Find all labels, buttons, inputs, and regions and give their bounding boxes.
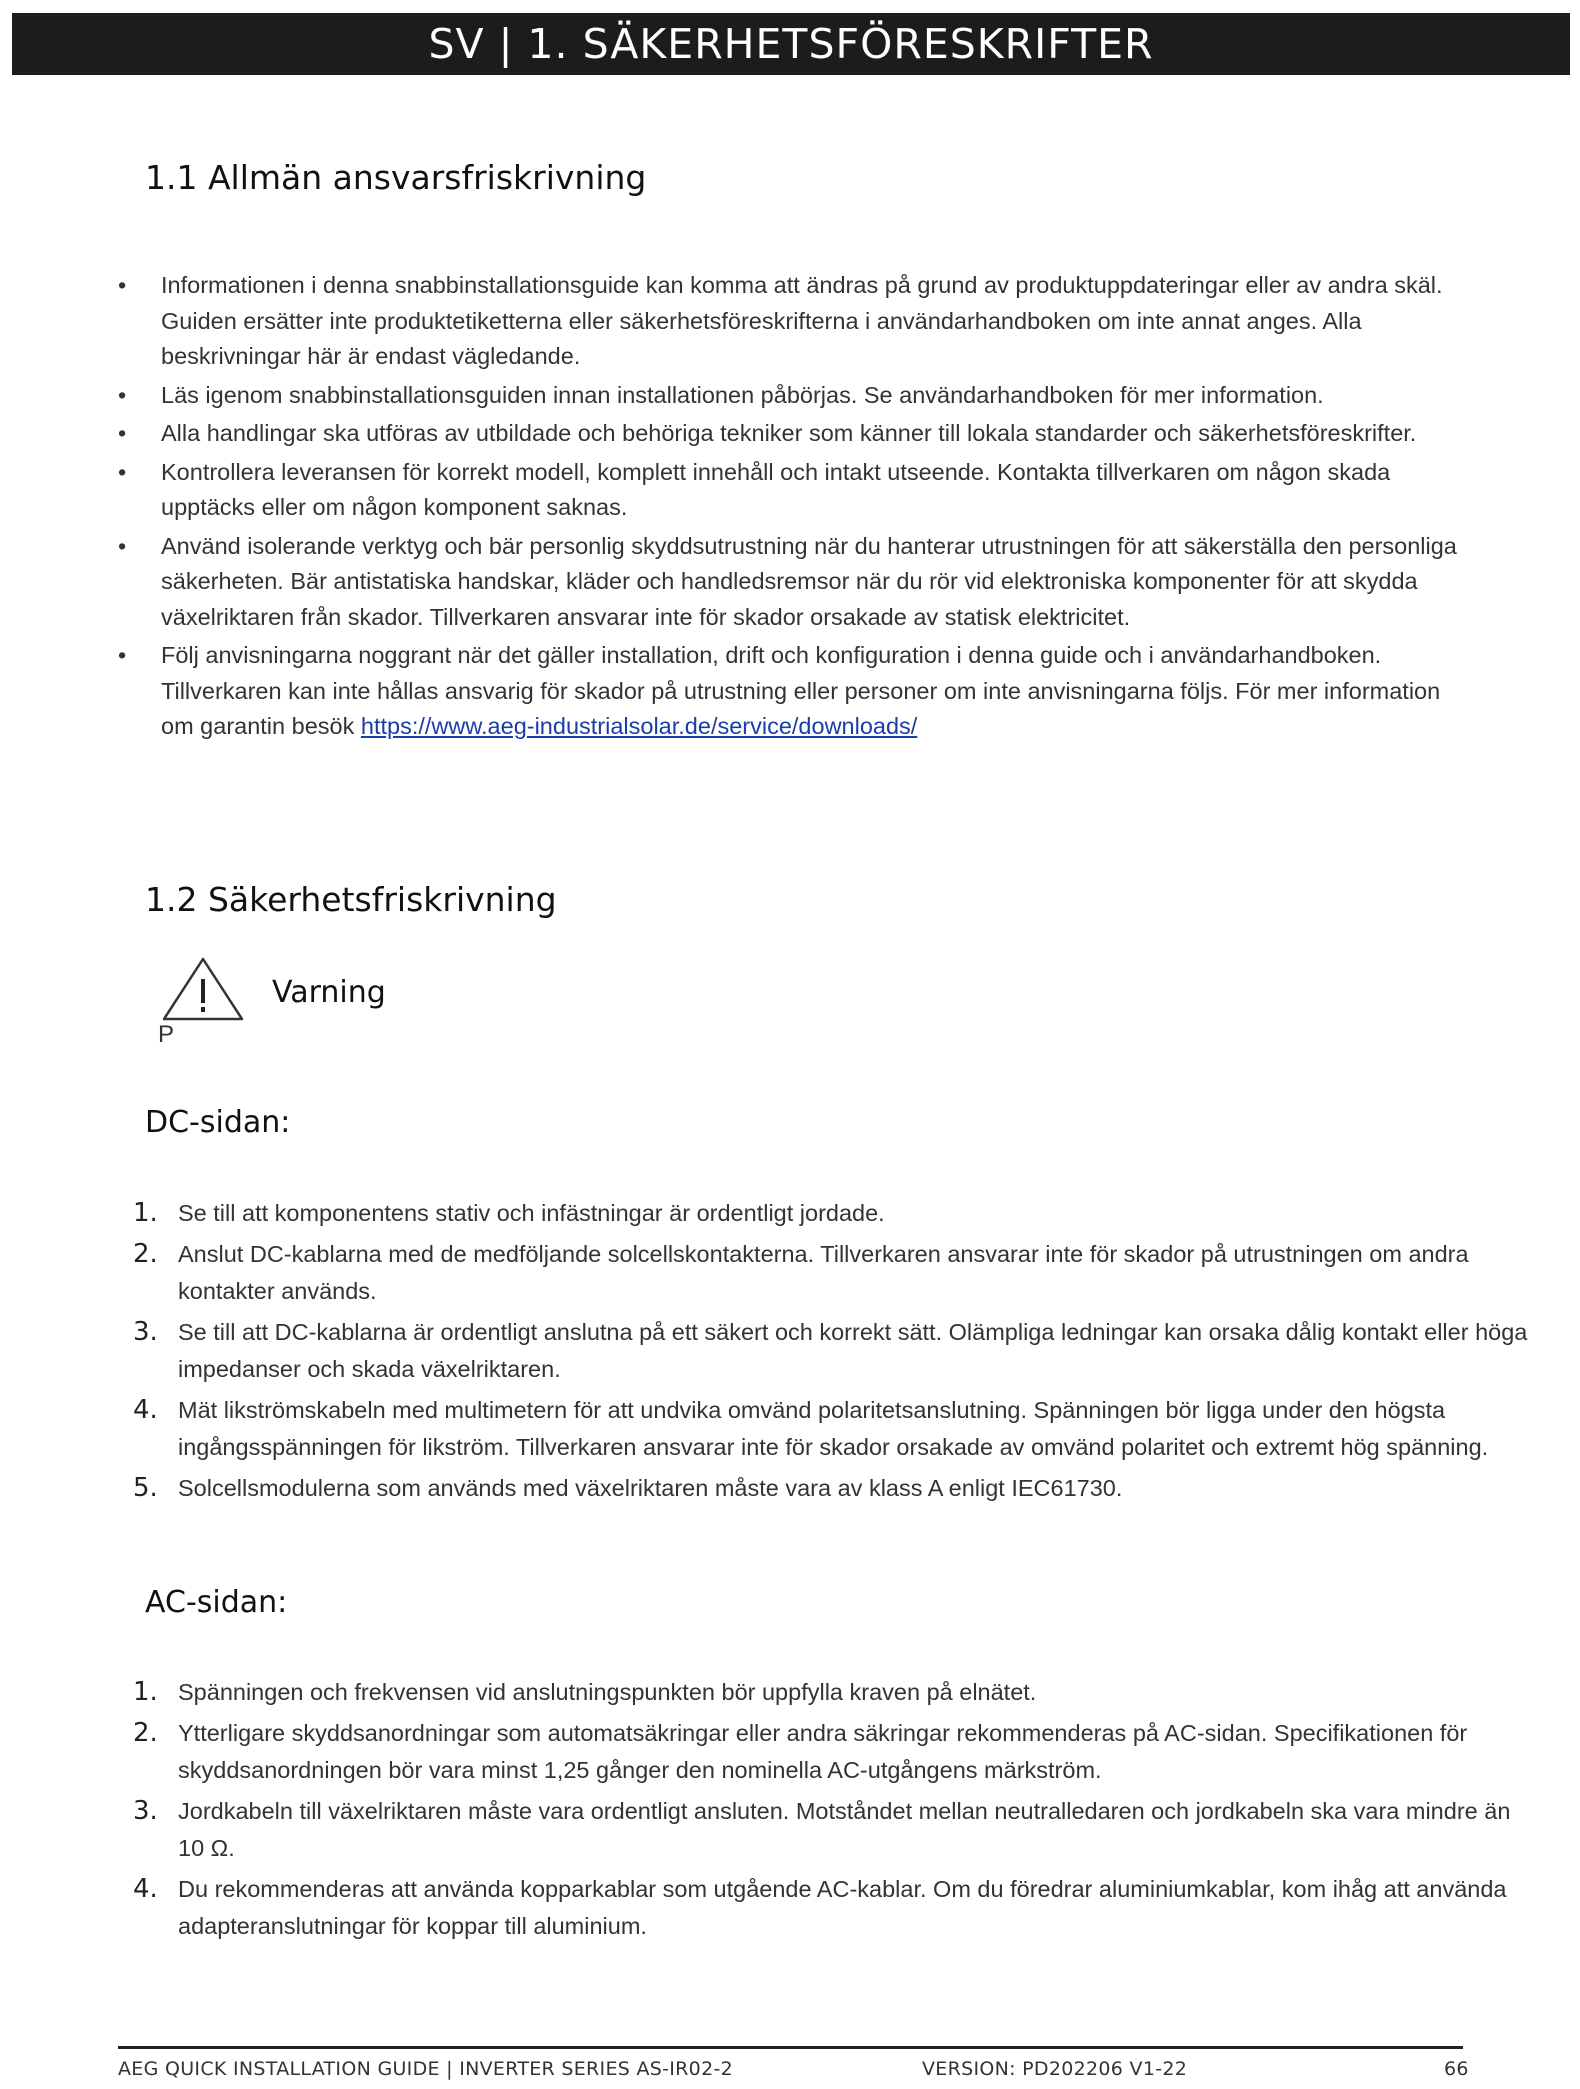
- list-item: [133, 1674, 1533, 1712]
- list-number: 4.: [133, 1873, 158, 1904]
- list-item-text: Se till att komponentens stativ och infästningar är ordentligt jordade.: [178, 1200, 885, 1226]
- list-item-text: Mät likströmskabeln med multimetern för att undvika omvänd polaritetsanslutning. Spänningen bör ligga under den högsta ingångsspänningen för likström. Tillverkaren ansvarar inte för skador orsakade av omvänd polaritet och extremt hög spänning.: [178, 1396, 1489, 1460]
- ac-side-list: [133, 1674, 1533, 1949]
- list-number: 2.: [133, 1238, 158, 1269]
- list-item: • Alla handlingar ska utföras av utbildade och behöriga tekniker som känner till lokala standarder och säkerhetsföreskrifter.: [118, 416, 1458, 452]
- list-item-text: Följ anvisningarna noggrant när det gäller installation, drift och konfiguration i denna guide och i användarhandboken. Tillverkaren kan inte hållas ansvarig för skador på utrustning eller personer om inte anvisningarna följs. För mer information om garantin besök: [161, 642, 1441, 739]
- list-item: • Använd isolerande verktyg och bär personlig skyddsutrustning när du hanterar utrustningen för att säkerställa den personliga säkerheten. Bär antistatiska handskar, kläder och handledsremsor när du rör vid elektroniska komponenter för att skydda växelriktaren från skador. Tillverkaren ansvarar inte för skador orsakade av statisk elektricitet.: [118, 529, 1458, 636]
- section-heading-general-disclaimer: 1.1 Allmän ansvarsfriskrivning: [145, 158, 647, 197]
- warning-triangle-icon: [158, 955, 248, 1025]
- footer-guide-title: AEG QUICK INSTALLATION GUIDE | INVERTER SERIES AS-IR02-2: [118, 2058, 734, 2080]
- warning-stray-letter: P: [158, 1021, 175, 1048]
- dc-side-list: [133, 1195, 1533, 1510]
- list-item: [133, 1195, 1533, 1233]
- list-item: [133, 1314, 1533, 1389]
- list-number: 5.: [133, 1472, 158, 1503]
- general-disclaimer-list: [118, 268, 1458, 748]
- list-number: 3.: [133, 1316, 158, 1347]
- warning-title: Varning: [272, 975, 386, 1010]
- list-number: 1.: [133, 1677, 158, 1707]
- list-item-text: Du rekommenderas att använda kopparkablar som utgående AC-kablar. Om du föredrar aluminiumkablar, kom ihåg att använda adapteranslutningar för koppar till aluminium.: [178, 1875, 1507, 1939]
- list-item-text: Se till att DC-kablarna är ordentligt anslutna på ett säkert och korrekt sätt. Olämpliga ledningar kan orsaka dålig kontakt eller höga impedanser och skada växelriktaren.: [178, 1318, 1528, 1382]
- list-item-text: Spänningen och frekvensen vid anslutningspunkten bör uppfylla kraven på elnätet.: [178, 1679, 1037, 1705]
- list-item: [133, 1871, 1533, 1946]
- page-header-title: SV | 1. SÄKERHETSFÖRESKRIFTER: [428, 20, 1154, 68]
- warranty-downloads-link[interactable]: https://www.aeg-industrialsolar.de/service/downloads/: [360, 713, 918, 739]
- page-header-bar: [12, 13, 1570, 75]
- list-item-text: Jordkabeln till växelriktaren måste vara ordentligt ansluten. Motståndet mellan neutralledaren och jordkabeln ska vara mindre än 10 Ω.: [178, 1797, 1511, 1861]
- section-heading-safety-disclaimer: 1.2 Säkerhetsfriskrivning: [145, 880, 557, 919]
- dc-side-heading: DC-sidan:: [145, 1105, 291, 1140]
- list-item: • Informationen i denna snabbinstallationsguide kan komma att ändras på grund av produktuppdateringar eller av andra skäl. Guiden ersätter inte produktetiketterna eller säkerhetsföreskrifterna i användarhandboken om inte annat anges. Alla beskrivningar här är endast vägledande.: [118, 268, 1458, 375]
- list-item-text: Anslut DC-kablarna med de medföljande solcellskontakterna. Tillverkaren ansvarar inte för skador på utrustningen om andra kontakter används.: [178, 1240, 1469, 1304]
- list-item-text: Ytterligare skyddsanordningar som automatsäkringar eller andra säkringar rekommenderas på AC-sidan. Specifikationen för skyddsanordningen bör vara minst 1,25 gånger den nominella AC-utgångens märkström.: [178, 1719, 1468, 1783]
- list-item: [133, 1236, 1533, 1311]
- list-item: [133, 1392, 1533, 1467]
- list-number: 4.: [133, 1394, 158, 1425]
- list-item: • Läs igenom snabbinstallationsguiden innan installationen påbörjas. Se användarhandboken för mer information.: [118, 378, 1458, 414]
- footer-divider: [118, 2046, 1463, 2049]
- footer-version: VERSION: PD202206 V1-22: [922, 2058, 1188, 2080]
- list-item: [133, 1470, 1533, 1508]
- list-item-text: Solcellsmodulerna som används med växelriktaren måste vara av klass A enligt IEC61730.: [178, 1474, 1123, 1501]
- list-item: [133, 1793, 1533, 1868]
- list-number: 1.: [133, 1198, 158, 1228]
- list-item: [133, 1715, 1533, 1790]
- list-number: 3.: [133, 1795, 158, 1826]
- ac-side-heading: AC-sidan:: [145, 1585, 288, 1620]
- footer-page-number: 66: [1444, 2058, 1469, 2080]
- list-item: [118, 638, 1458, 745]
- list-item: • Kontrollera leveransen för korrekt modell, komplett innehåll och intakt utseende. Kontakta tillverkaren om någon skada upptäcks eller om någon komponent saknas.: [118, 455, 1458, 526]
- list-number: 2.: [133, 1717, 158, 1748]
